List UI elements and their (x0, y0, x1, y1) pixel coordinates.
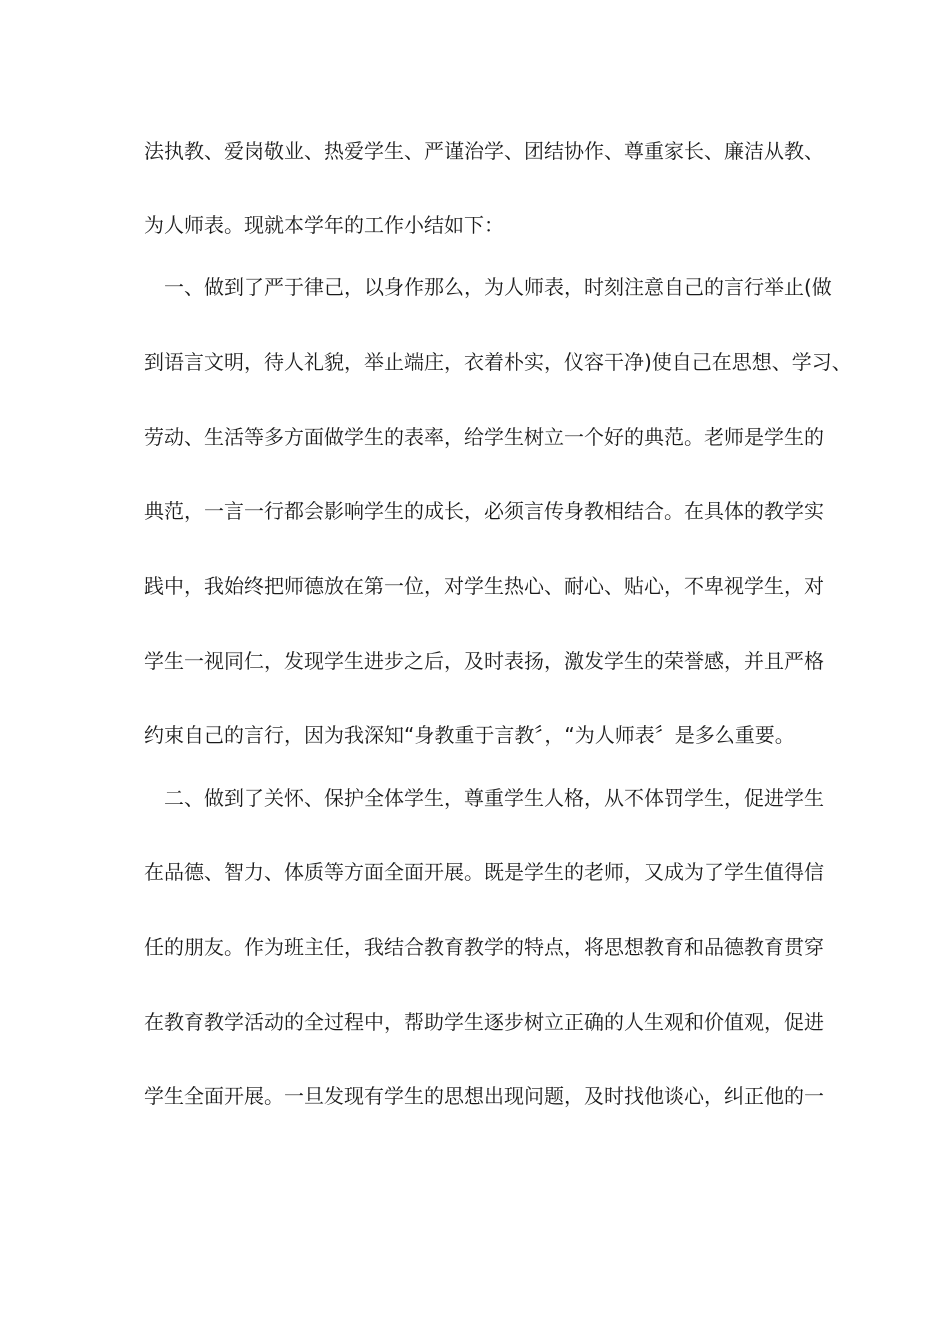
text-line-1: 法执教、爱岗敬业、热爱学生、严谨治学、团结协作、尊重家长、廉洁从教、 (144, 139, 824, 163)
text-line-4: 到语言文明，待人礼貌，举止端庄，衣着朴实，仪容干净)使自己在思想、学习、 (144, 350, 852, 374)
text-line-13: 在教育教学活动的全过程中，帮助学生逐步树立正确的人生观和价值观，促进 (144, 1010, 824, 1034)
text-line-11: 在品德、智力、体质等方面全面开展。既是学生的老师，又成为了学生值得信 (144, 860, 824, 884)
text-line-10: 二、做到了关怀、保护全体学生，尊重学生人格，从不体罚学生，促进学生 (144, 786, 824, 810)
text-line-9: 约束自己的言行，因为我深知“身教重于言教〞，“为人师表〞是多么重要。 (144, 723, 795, 747)
text-line-8: 学生一视同仁，发现学生进步之后，及时表扬，激发学生的荣誉感，并且严格 (144, 649, 824, 673)
text-line-2: 为人师表。现就本学年的工作小结如下： (144, 213, 504, 237)
text-line-14: 学生全面开展。一旦发现有学生的思想出现问题，及时找他谈心，纠正他的一 (144, 1084, 824, 1108)
text-line-5: 劳动、生活等多方面做学生的表率，给学生树立一个好的典范。老师是学生的 (144, 425, 824, 449)
text-line-7: 践中，我始终把师德放在第一位，对学生热心、耐心、贴心，不卑视学生，对 (144, 574, 824, 598)
text-line-6: 典范，一言一行都会影响学生的成长，必须言传身教相结合。在具体的教学实 (144, 499, 824, 523)
text-line-12: 任的朋友。作为班主任，我结合教育教学的特点，将思想教育和品德教育贯穿 (144, 935, 824, 959)
text-line-3: 一、做到了严于律己，以身作那么，为人师表，时刻注意自己的言行举止(做 (144, 275, 832, 299)
